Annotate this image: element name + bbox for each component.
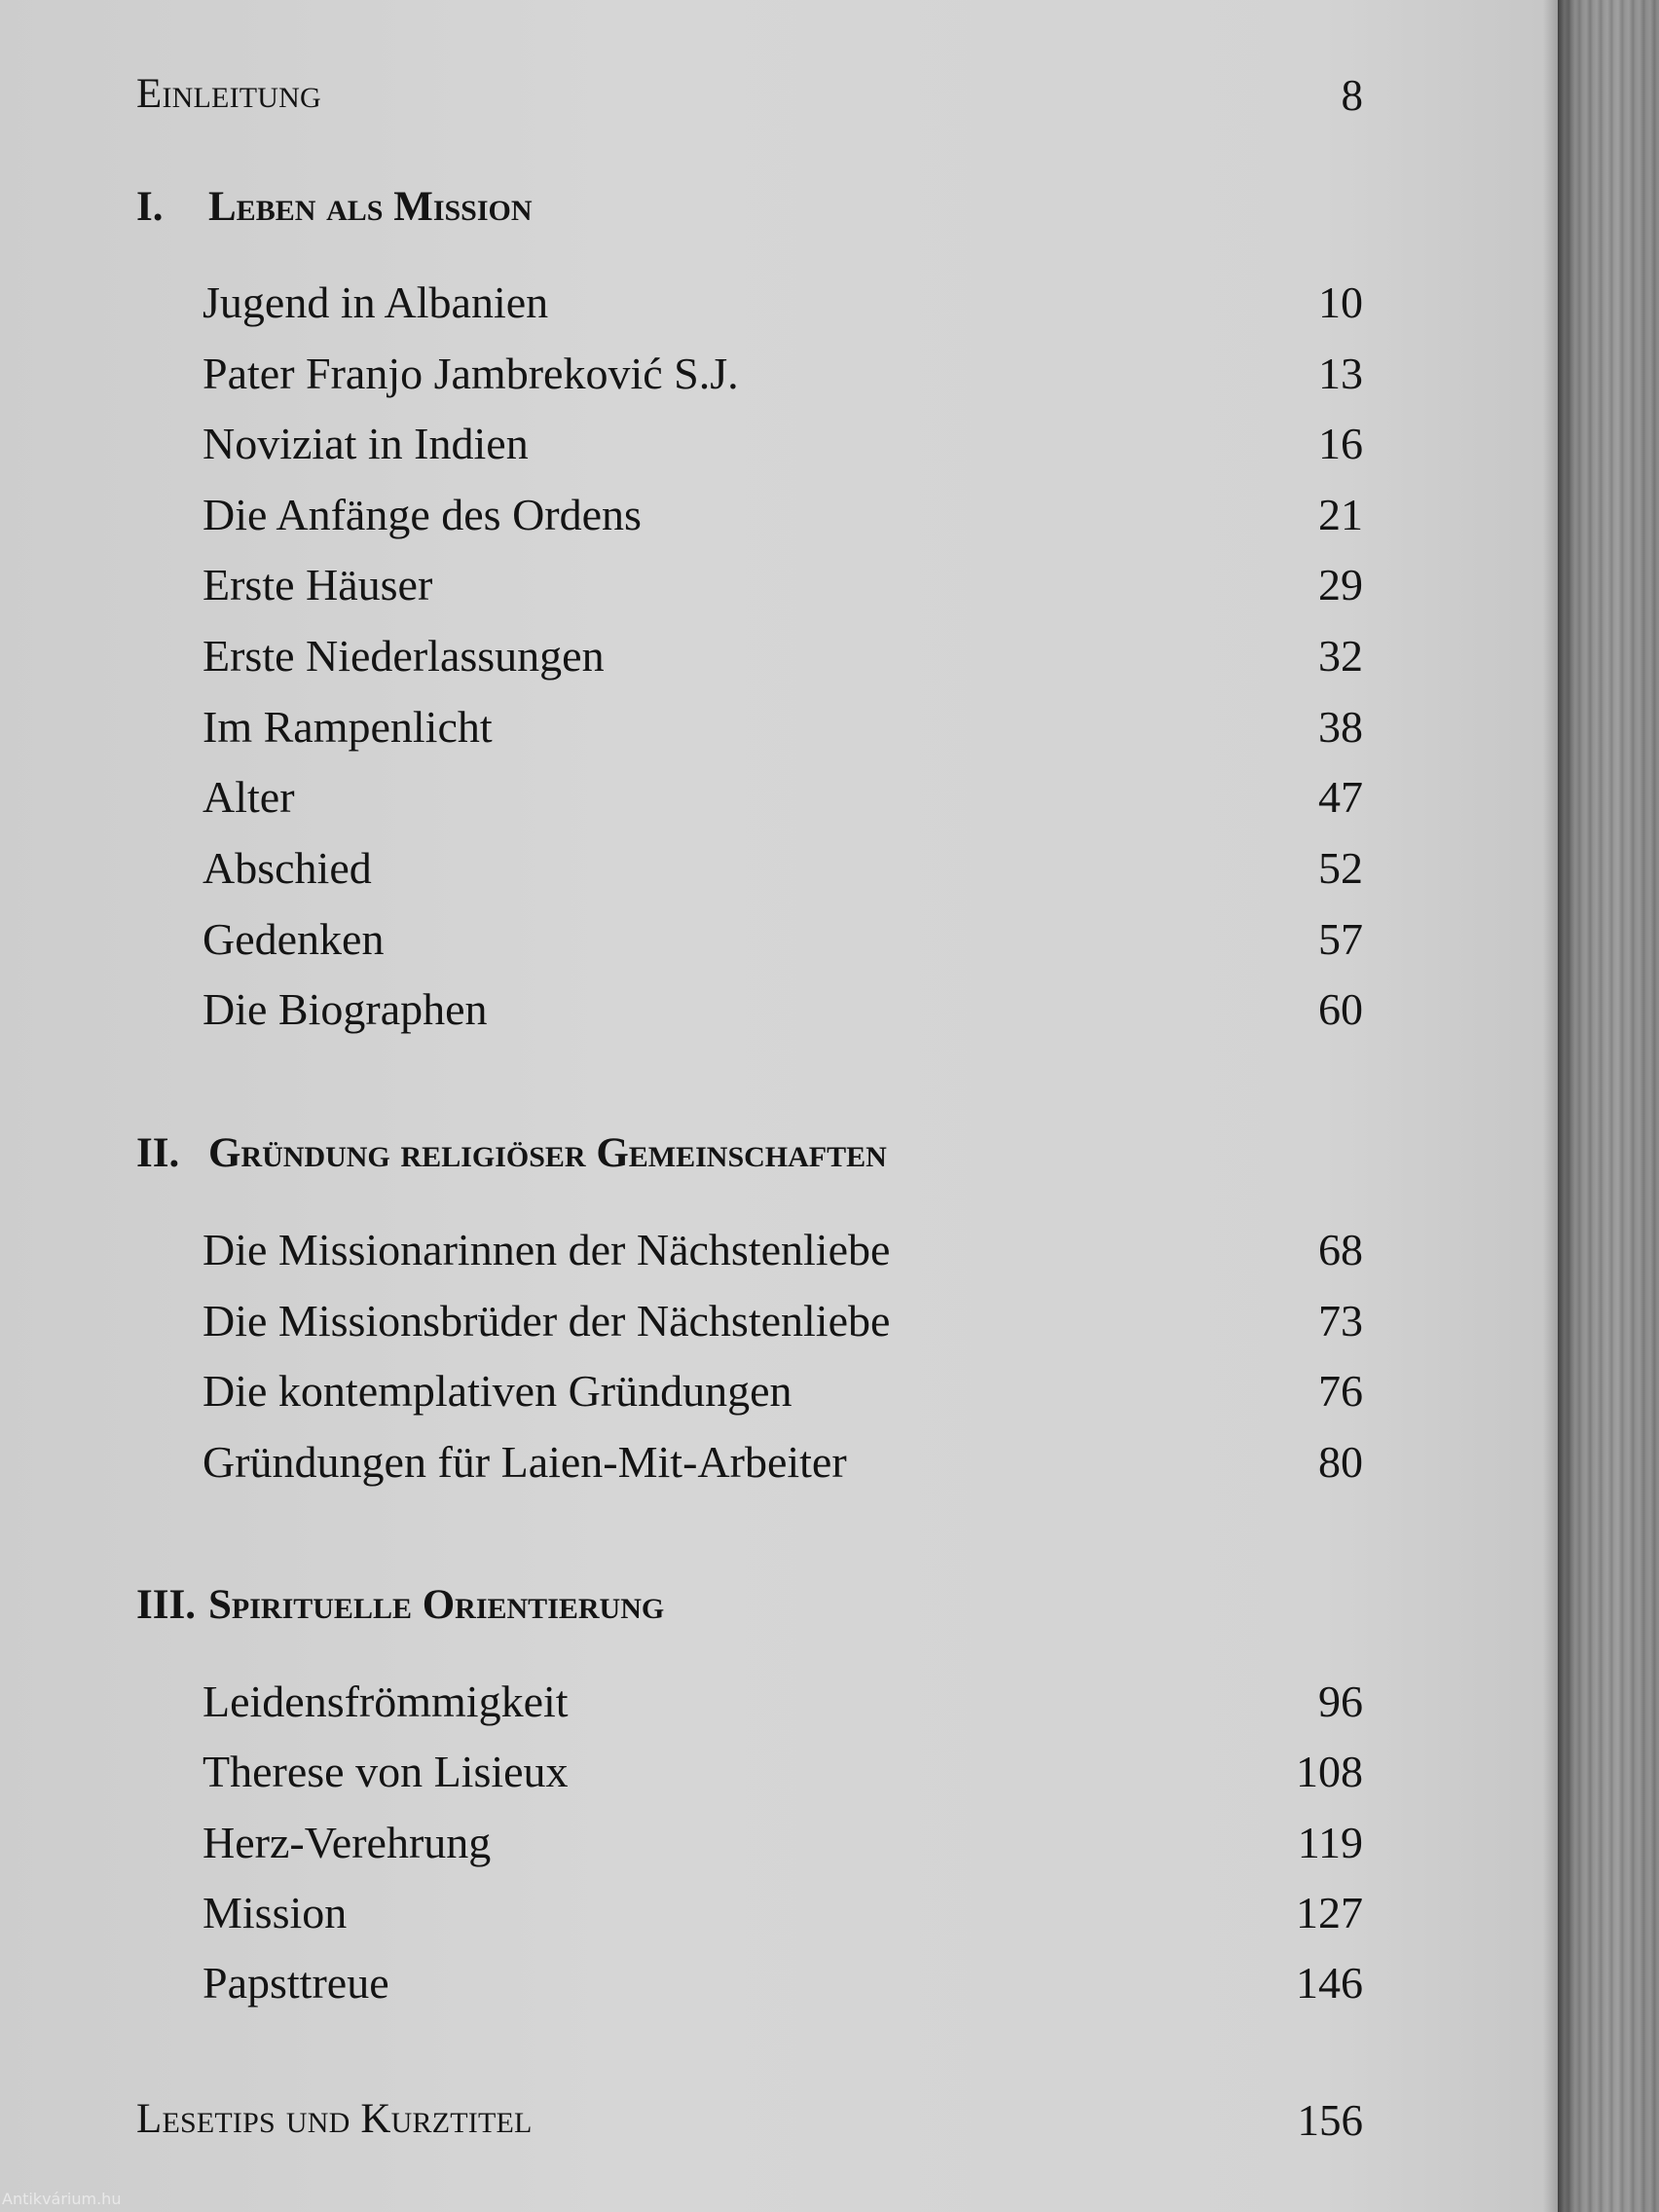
section-1-title-wrap <box>136 183 533 231</box>
toc-entry-label: Die Biographen <box>203 984 488 1034</box>
toc-entry-label: Herz-Verehrung <box>203 1818 492 1867</box>
toc-entry-page: 32 <box>1318 631 1363 681</box>
toc-entry <box>203 630 1363 688</box>
toc-entry <box>203 913 1363 972</box>
toc-entry <box>203 418 1363 476</box>
toc-entry <box>203 1436 1363 1494</box>
toc-entry-label: Gründungen für Laien-Mit-Arbeiter <box>203 1437 847 1487</box>
section-1-title: Leben als Mission <box>208 184 533 230</box>
toc-outro-label: Lesetips und Kurztitel <box>136 2096 533 2142</box>
section-3-title-wrap <box>136 1581 664 1629</box>
toc-entry-label: Die Anfänge des Ordens <box>203 490 642 539</box>
wooden-surface <box>1558 0 1659 2212</box>
toc-entry-page: 21 <box>1318 490 1363 539</box>
toc-intro-label: Einleitung <box>136 71 321 117</box>
section-heading-3 <box>136 1581 1363 1640</box>
toc-entry <box>203 559 1363 617</box>
section-3-numeral: III. <box>136 1582 196 1628</box>
toc-entry-label: Pater Franjo Jambreković S.J. <box>203 349 739 398</box>
toc-entry <box>203 983 1363 1042</box>
section-2-title: Gründung religiöser Gemeinschaften <box>208 1130 887 1176</box>
toc-entry-label: Alter <box>203 772 295 822</box>
toc-entry-label: Gedenken <box>203 914 385 964</box>
toc-entry-label: Therese von Lisieux <box>203 1747 569 1796</box>
toc-entry-label: Die Missionarinnen der Nächstenliebe <box>203 1225 891 1274</box>
section-2-numeral: II. <box>136 1130 180 1176</box>
toc-entry-label: Im Rampenlicht <box>203 702 493 752</box>
toc-entry <box>203 489 1363 547</box>
toc-entry <box>203 701 1363 759</box>
section-3-title: Spirituelle Orientierung <box>208 1582 665 1628</box>
toc-entry-page: 38 <box>1318 702 1363 752</box>
toc-entry-page: 29 <box>1318 560 1363 609</box>
toc-entry-page: 47 <box>1318 772 1363 822</box>
toc-intro <box>136 70 1363 129</box>
toc-entry-page: 108 <box>1296 1747 1363 1796</box>
toc-entry-page: 80 <box>1318 1437 1363 1487</box>
toc-outro <box>136 2095 1363 2154</box>
toc-entry-label: Leidensfrömmigkeit <box>203 1677 569 1726</box>
toc-entry <box>203 1365 1363 1423</box>
toc-entry-page: 13 <box>1318 349 1363 398</box>
section-heading-1 <box>136 183 1363 241</box>
watermark-text: Antikvárium.hu <box>2 2190 122 2208</box>
toc-entry-page: 73 <box>1318 1296 1363 1346</box>
toc-entry-page: 68 <box>1318 1225 1363 1274</box>
toc-entry-page: 57 <box>1318 914 1363 964</box>
toc-entry-page: 60 <box>1318 984 1363 1034</box>
toc-entry-label: Abschied <box>203 843 372 893</box>
toc-entry <box>203 348 1363 406</box>
section-1-numeral: I. <box>136 184 164 230</box>
toc-entry-page: 119 <box>1297 1818 1363 1867</box>
toc-entry <box>203 276 1363 335</box>
toc-entry-label: Die Missionsbrüder der Nächstenliebe <box>203 1296 891 1346</box>
toc-entry <box>203 1957 1363 2015</box>
toc-entry-label: Noviziat in Indien <box>203 419 529 468</box>
toc-entry-page: 127 <box>1296 1888 1363 1937</box>
toc-entry-label: Jugend in Albanien <box>203 277 549 327</box>
toc-entry-page: 76 <box>1318 1366 1363 1416</box>
toc-entry-label: Erste Häuser <box>203 560 433 609</box>
toc-entry <box>203 1224 1363 1282</box>
toc-entry <box>203 842 1363 901</box>
toc-entry <box>203 1887 1363 1945</box>
toc-entry <box>203 1676 1363 1734</box>
toc-entry-page: 146 <box>1296 1958 1363 2008</box>
toc-entry-page: 10 <box>1318 277 1363 327</box>
toc-entry-label: Mission <box>203 1888 348 1937</box>
section-heading-2 <box>136 1129 1363 1188</box>
toc-entry <box>203 771 1363 830</box>
toc-entry-label: Papsttreue <box>203 1958 389 2008</box>
toc-entry-page: 16 <box>1318 419 1363 468</box>
toc-entry <box>203 1746 1363 1804</box>
toc-entry <box>203 1295 1363 1353</box>
toc-outro-page: 156 <box>1297 2096 1363 2145</box>
toc-entry-page: 52 <box>1318 843 1363 893</box>
toc-entry-label: Erste Niederlassungen <box>203 631 605 681</box>
toc-entry <box>203 1817 1363 1875</box>
toc-entry-page: 96 <box>1318 1677 1363 1726</box>
toc-intro-page: 8 <box>1341 71 1363 120</box>
toc-entry-label: Die kontemplativen Gründungen <box>203 1366 793 1416</box>
section-2-title-wrap <box>136 1129 887 1177</box>
